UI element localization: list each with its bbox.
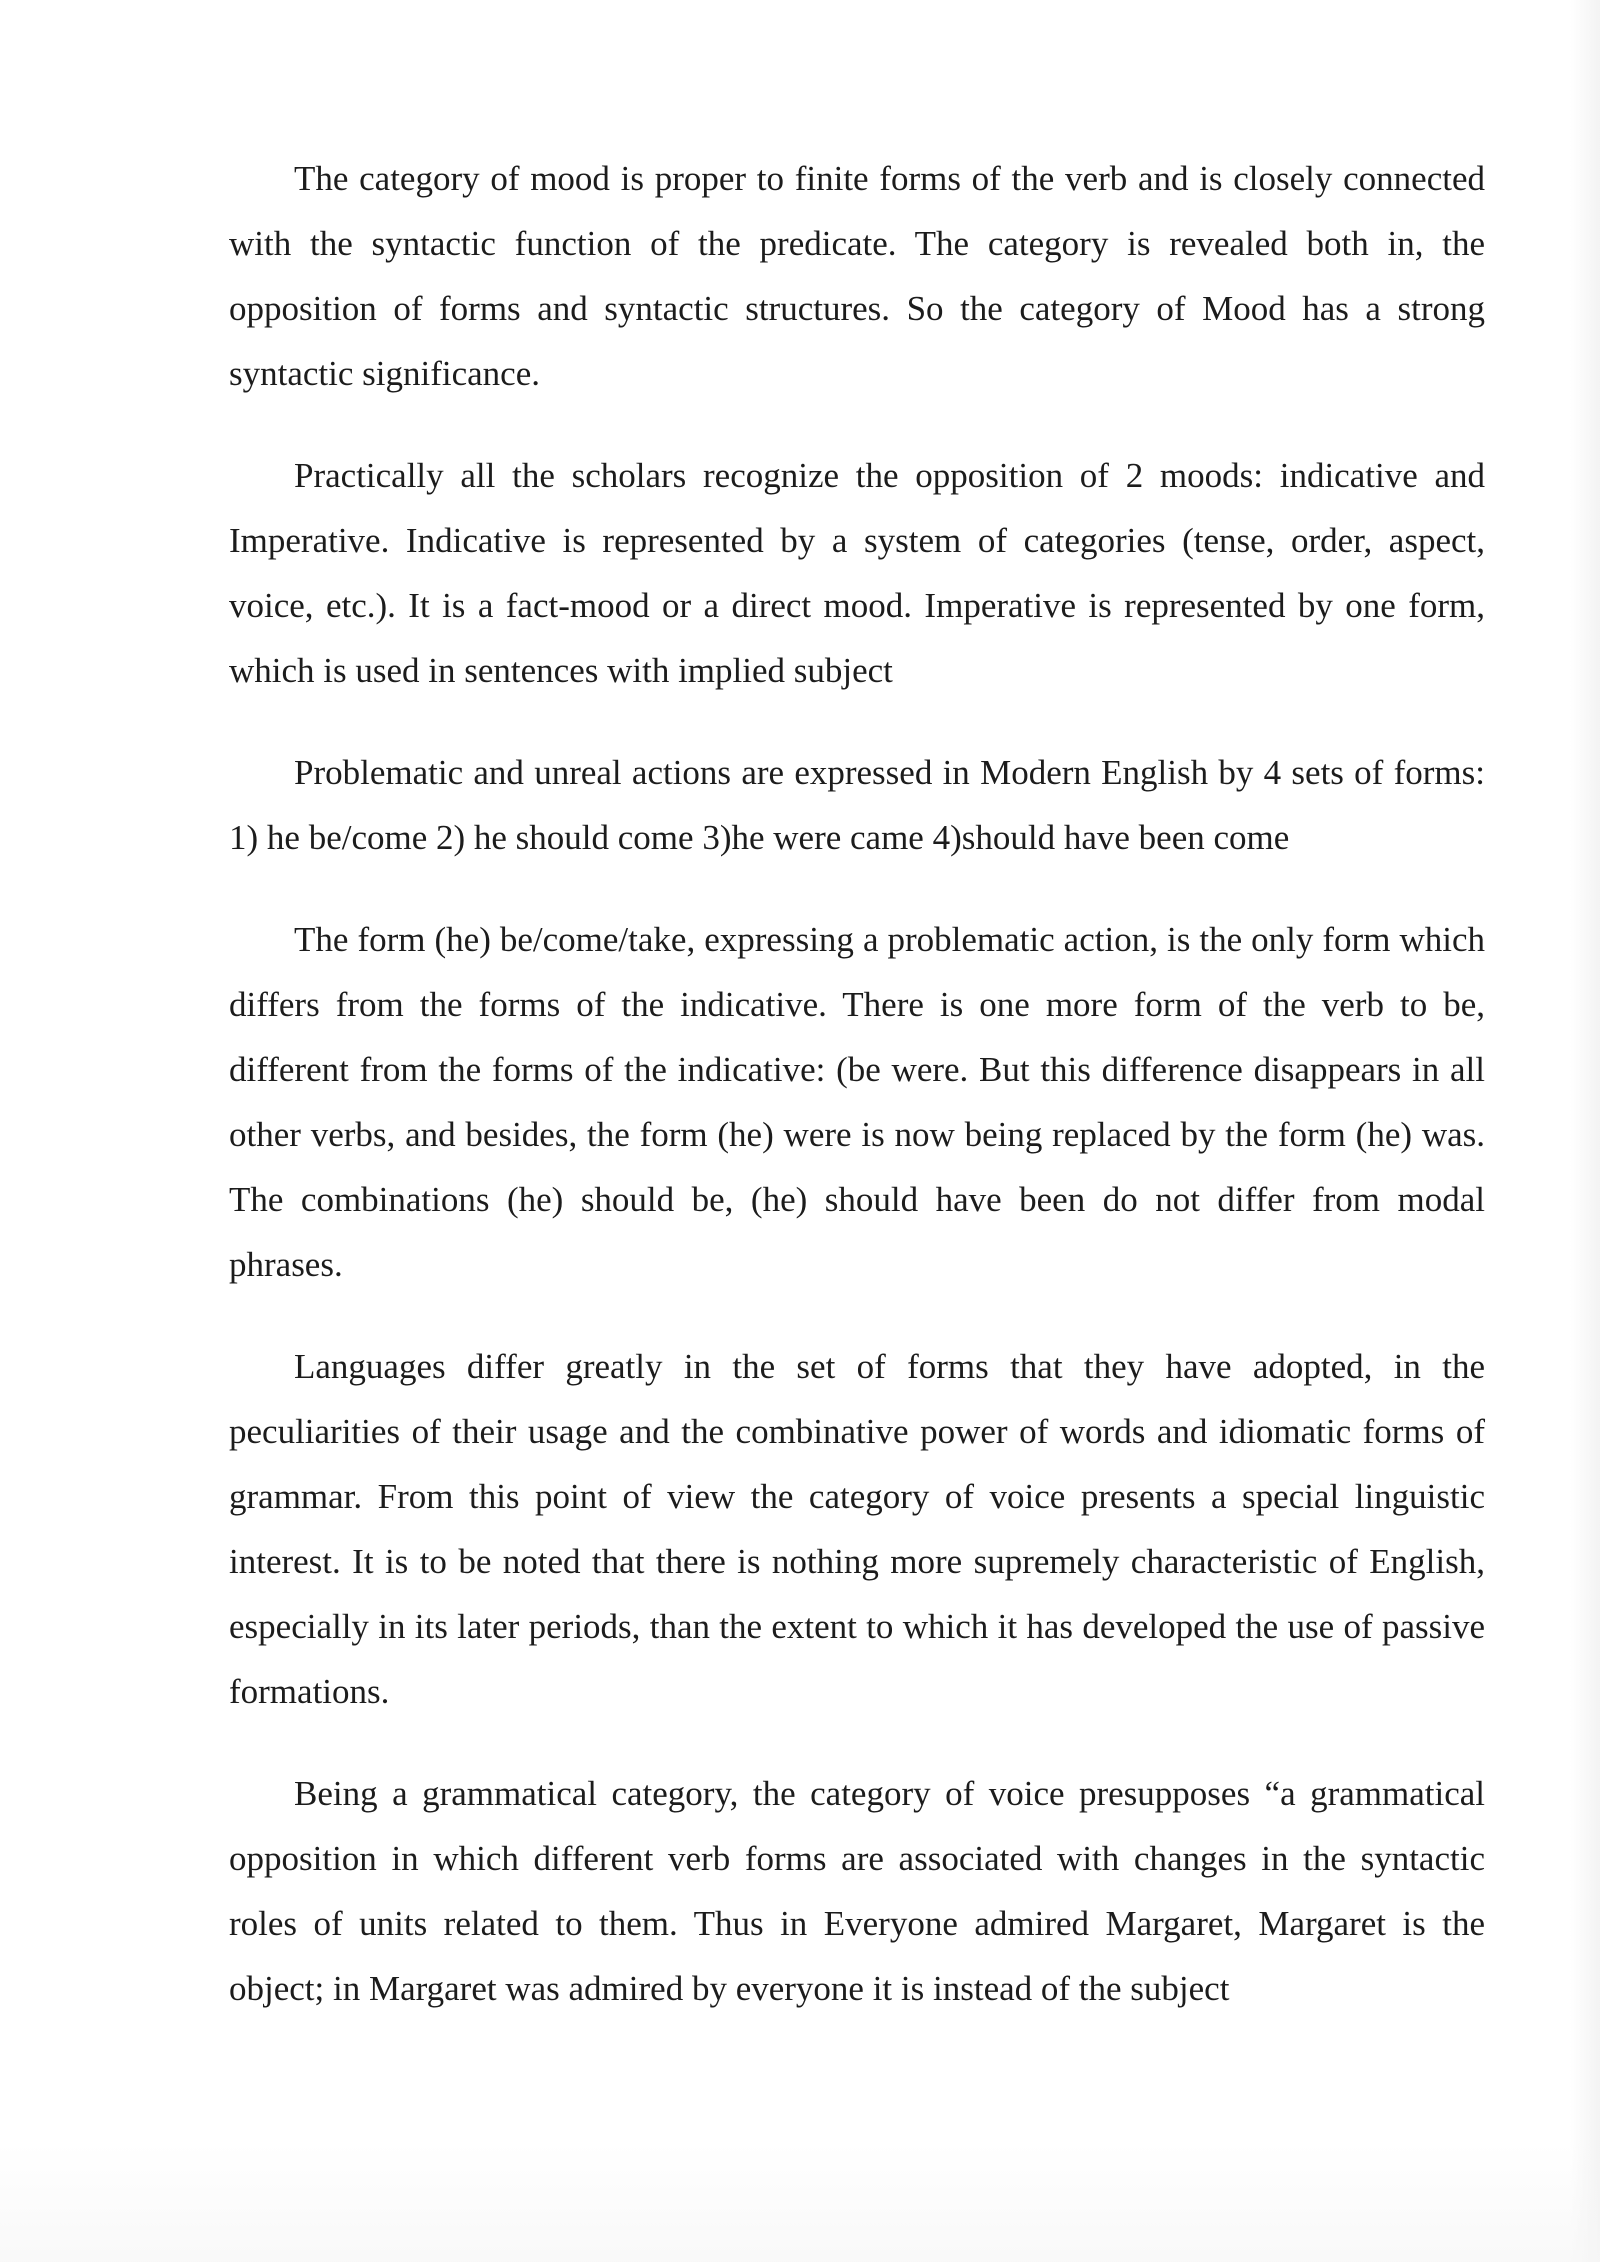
paragraph-voice-category: Being a grammatical category, the category of voice presupposes “a grammatical opposition in which different verb forms are associated with changes in the syntactic roles of units related to them. Thus in Everyone admired Margaret, Margaret is the object; in Margaret was admired by everyone it is instead of the subject [229, 1774, 1485, 2008]
paragraph-unreal-actions: Problematic and unreal actions are expressed in Modern English by 4 sets of forms: 1) he be/come 2) he should come 3)he were came 4)should have been come [229, 753, 1485, 857]
page-edge-shadow [1570, 0, 1600, 2262]
paragraph-voice-interest: Languages differ greatly in the set of forms that they have adopted, in the peculiarities of their usage and the combinative power of words and idiomatic forms of grammar. From this point of view the category of voice presents a special linguistic interest. It is to be noted that there is nothing more supremely characteristic of English, especially in its later periods, than the extent to which it has developed the use of passive formations. [229, 1347, 1485, 1711]
paragraph-problematic-form: The form (he) be/come/take, expressing a problematic action, is the only form which differs from the forms of the indicative. There is one more form of the verb to be, different from the forms of the indicative: (be were. But this difference disappears in all other verbs, and besides, the form (he) were is now being replaced by the form (he) was. The combinations (he) should be, (he) should have been do not differ from modal phrases. [229, 920, 1485, 1284]
paragraph-mood-opposition: Practically all the scholars recognize the opposition of 2 moods: indicative and Imperative. Indicative is represented by a system of categories (tense, order, aspect, voice, etc.). It is a fact-mood or a direct mood. Imperative is represented by one form, which is used in sentences with implied subject [229, 456, 1485, 690]
document-body [229, 146, 1485, 2058]
paragraph-mood-definition: The category of mood is proper to finite forms of the verb and is closely connected with the syntactic function of the predicate. The category is revealed both in, the opposition of forms and syntactic structures. So the category of Mood has a strong syntactic significance. [229, 159, 1485, 393]
page-bottom-shadow [0, 2142, 1600, 2262]
